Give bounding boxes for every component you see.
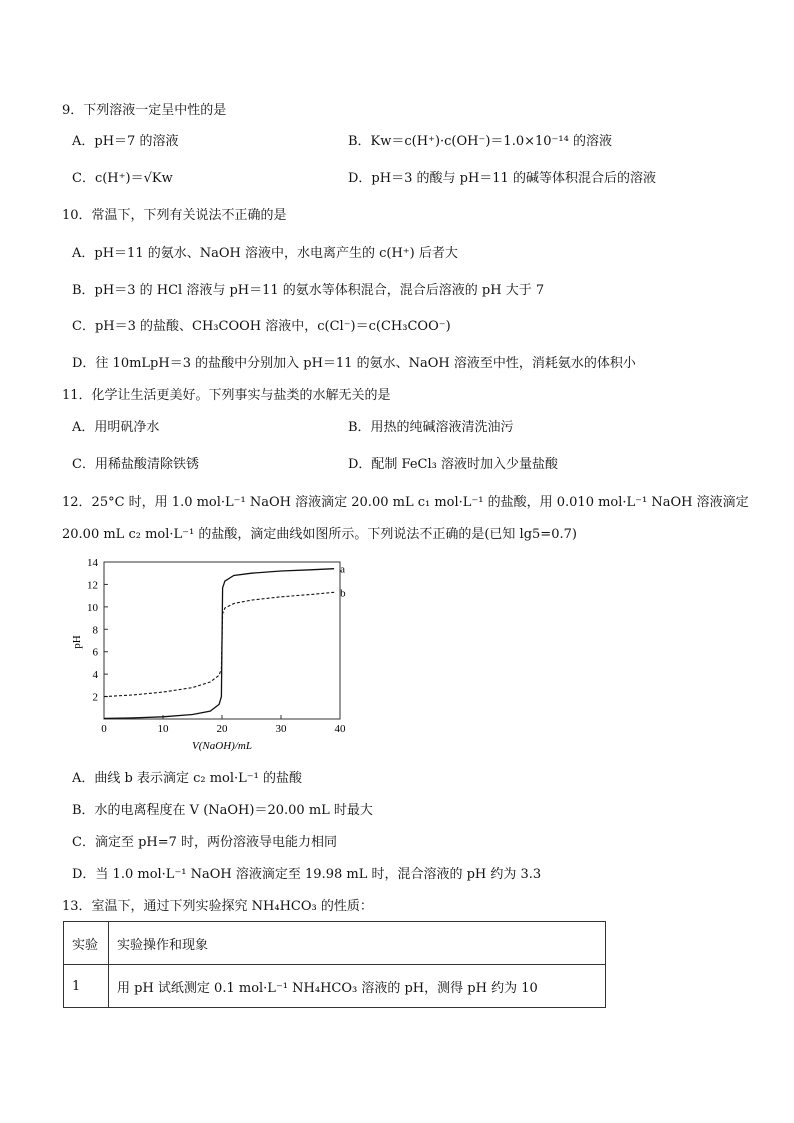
q10-stem: 10．常温下，下列有关说法不正确的是 [62, 208, 287, 223]
table-header-row [64, 922, 606, 965]
x-tick-label: 0 [101, 723, 107, 735]
table-row [64, 965, 606, 1008]
table-cell: 1 [64, 965, 109, 1008]
q12-option-a: A．曲线 b 表示滴定 c₂ mol·L⁻¹ 的盐酸 [72, 771, 303, 786]
q9-stem: 9．下列溶液一定呈中性的是 [62, 103, 227, 118]
x-tick-label: 20 [216, 723, 228, 735]
x-tick-label: 40 [334, 723, 346, 735]
y-tick-label: 2 [92, 691, 98, 704]
q13-stem: 13．室温下，通过下列实验探究 NH₄HCO₃ 的性质： [62, 899, 373, 914]
y-tick-label: 12 [87, 579, 98, 592]
q10-option-b: B．pH＝3 的 HCl 溶液与 pH＝11 的氨水等体积混合，混合后溶液的 pH 大于 7 [72, 283, 545, 298]
q11-option-c: C．用稀盐酸清除铁锈 [72, 457, 199, 472]
q12-stem-line2: 20.00 mL c₂ mol·L⁻¹ 的盐酸，滴定曲线如图所示。下列说法不正确的是(已知 lg5=0.7) [62, 527, 577, 542]
q10-option-c: C．pH＝3 的盐酸、CH₃COOH 溶液中，c(Cl⁻)＝c(CH₃COO⁻) [72, 319, 451, 334]
y-tick-label: 14 [87, 557, 98, 569]
q12-option-c: C．滴定至 pH=7 时，两份溶液导电能力相同 [72, 835, 338, 850]
y-tick-label: 6 [92, 646, 98, 659]
q12-option-b: B．水的电离程度在 V (NaOH)＝20.00 mL 时最大 [72, 803, 373, 818]
q12-option-d: D．当 1.0 mol·L⁻¹ NaOH 溶液滴定至 19.98 mL 时，混合溶液的 pH 约为 3.3 [72, 867, 542, 882]
q11-option-a: A．用明矾净水 [72, 420, 160, 435]
x-axis-label: V(NaOH)/mL [192, 740, 252, 752]
table-header-cell: 实验 [64, 922, 109, 965]
table-header-cell: 实验操作和现象 [109, 922, 606, 965]
x-tick-label: 30 [275, 723, 287, 735]
q9-option-d: D．pH＝3 的酸与 pH＝11 的碱等体积混合后的溶液 [348, 171, 656, 186]
q9-option-b: B．Kw＝c(H⁺)·c(OH⁻)＝1.0×10⁻¹⁴ 的溶液 [348, 134, 612, 149]
q10-option-d: D．往 10mLpH＝3 的盐酸中分别加入 pH＝11 的氨水、NaOH 溶液至中性，消耗氨水的体积小 [72, 356, 636, 371]
q12-stem-line1: 12．25°C 时，用 1.0 mol·L⁻¹ NaOH 溶液滴定 20.00 mL c₁ mol·L⁻¹ 的盐酸，用 0.010 mol·L⁻¹ NaOH 溶液滴定 [62, 495, 749, 510]
y-tick-label: 8 [92, 624, 98, 637]
series-a-label: a [340, 563, 345, 576]
y-tick-label: 4 [92, 669, 98, 682]
y-tick-label: 10 [87, 601, 98, 614]
series-b-line [104, 592, 334, 696]
q9-option-c: C．c(H⁺)＝√Kw [72, 171, 173, 186]
series-b-label: b [340, 587, 346, 600]
q11-option-b: B．用热的纯碱溶液清洗油污 [348, 420, 514, 435]
series-a-line [104, 569, 334, 719]
titration-chart [62, 552, 362, 752]
q11-stem: 11．化学让生活更美好。下列事实与盐类的水解无关的是 [62, 388, 391, 403]
q10-option-a: A．pH＝11 的氨水、NaOH 溶液中，水电离产生的 c(H⁺) 后者大 [72, 246, 458, 261]
q11-option-d: D．配制 FeCl₃ 溶液时加入少量盐酸 [348, 457, 559, 472]
table-cell: 用 pH 试纸测定 0.1 mol·L⁻¹ NH₄HCO₃ 溶液的 pH，测得 pH 约为 10 [109, 965, 606, 1008]
x-tick-label: 10 [157, 723, 169, 735]
experiment-table [63, 921, 606, 1008]
y-axis-label: pH [71, 635, 83, 649]
q9-option-a: A．pH＝7 的溶液 [72, 134, 179, 149]
